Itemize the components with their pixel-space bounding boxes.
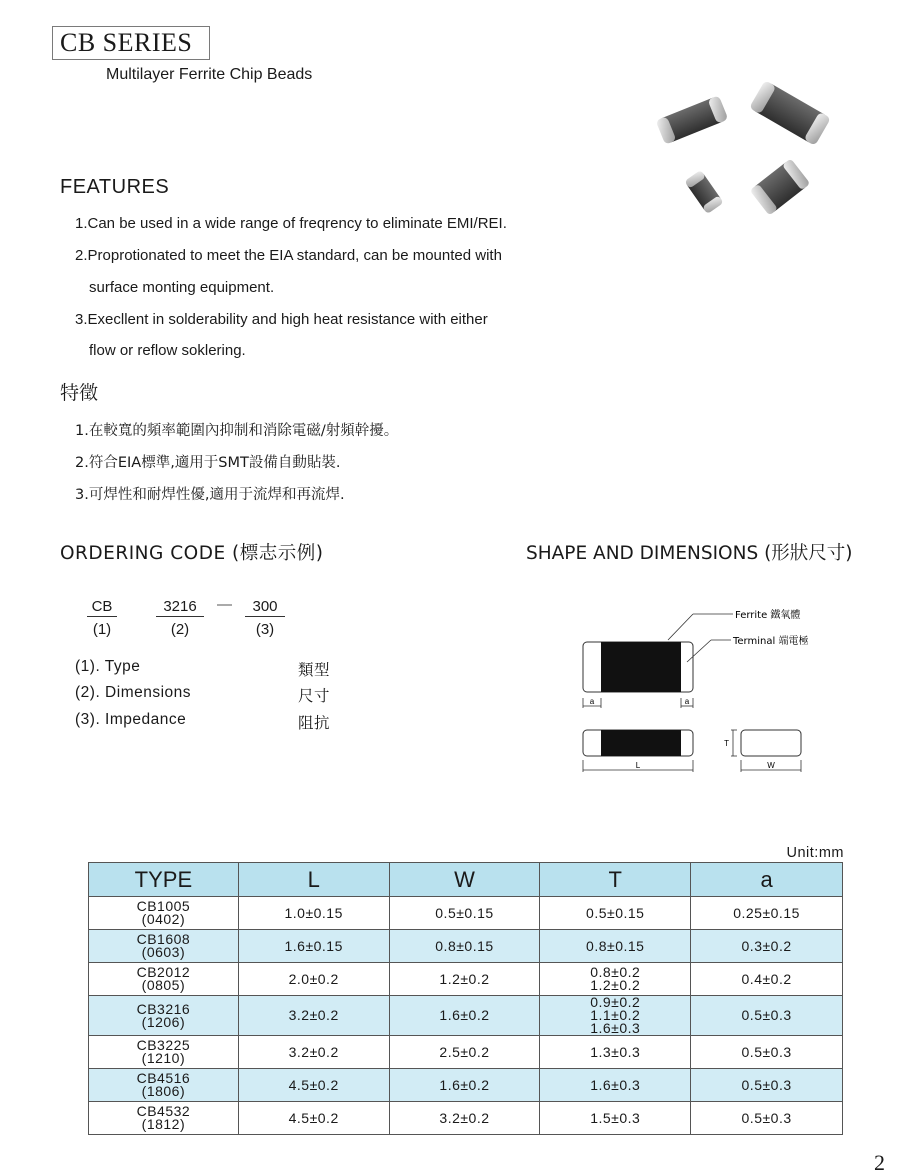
T-cell bbox=[540, 996, 691, 1036]
L-cell: 1.0±0.15 bbox=[238, 897, 389, 930]
code-part-1-index: (1) bbox=[92, 621, 112, 638]
code-part-1 bbox=[87, 598, 117, 639]
table-row bbox=[89, 1036, 843, 1069]
feature-item-2-cont: surface monting equipment. bbox=[89, 279, 275, 296]
legend-dimensions: (2). Dimensions bbox=[75, 684, 192, 701]
dim-a-left: a bbox=[589, 697, 595, 706]
dim-W: W bbox=[767, 761, 775, 770]
a-cell: 0.3±0.2 bbox=[691, 930, 843, 963]
type-code: (0603) bbox=[141, 944, 186, 960]
dimensions-table bbox=[88, 862, 843, 1135]
L-cell: 1.6±0.15 bbox=[238, 930, 389, 963]
unit-label: Unit:mm bbox=[786, 845, 844, 861]
type-cell bbox=[89, 963, 239, 996]
dim-T: T bbox=[724, 739, 729, 748]
L-cell: 4.5±0.2 bbox=[238, 1069, 389, 1102]
chip-beads-photo bbox=[650, 80, 840, 220]
code-dash: — bbox=[217, 596, 232, 613]
feature-item-2: 2.Proprotionated to meet the EIA standard, can be mounted with bbox=[75, 247, 502, 264]
table-row bbox=[89, 1102, 843, 1135]
type-code: (0805) bbox=[141, 977, 186, 993]
table-row bbox=[89, 930, 843, 963]
code-part-1-code: CB bbox=[87, 598, 117, 617]
code-part-2-code: 3216 bbox=[156, 598, 204, 617]
feature-item-3-cont: flow or reflow soklering. bbox=[89, 342, 246, 359]
chip-bead-2 bbox=[749, 80, 831, 146]
code-part-3 bbox=[245, 598, 285, 639]
type-name: CB4516 bbox=[136, 1070, 191, 1086]
feature-cn-item-2: 2.符合EIA標準,適用于SMT設備自動貼裝. bbox=[75, 455, 341, 471]
header-type: TYPE bbox=[89, 863, 239, 897]
type-cell bbox=[89, 930, 239, 963]
a-cell: 0.4±0.2 bbox=[691, 963, 843, 996]
T-cell: 1.3±0.3 bbox=[540, 1036, 691, 1069]
table-row bbox=[89, 897, 843, 930]
T-cell bbox=[540, 963, 691, 996]
type-name: CB4532 bbox=[136, 1103, 191, 1119]
W-cell: 0.8±0.15 bbox=[389, 930, 540, 963]
T-cell: 0.8±0.15 bbox=[540, 930, 691, 963]
type-name: CB2012 bbox=[136, 964, 191, 980]
terminal-label: Terminal 端電極 bbox=[733, 636, 809, 647]
feature-cn-item-1: 1.在較寬的頻率範圍內抑制和消除電磁/射頻幹擾。 bbox=[75, 423, 399, 439]
type-cell bbox=[89, 897, 239, 930]
a-cell: 0.5±0.3 bbox=[691, 1036, 843, 1069]
type-cell bbox=[89, 1069, 239, 1102]
a-cell: 0.5±0.3 bbox=[691, 996, 843, 1036]
T-value: 0.9±0.2 bbox=[590, 994, 641, 1010]
header-W: W bbox=[389, 863, 540, 897]
chip-bead-3 bbox=[684, 170, 723, 214]
W-cell: 2.5±0.2 bbox=[389, 1036, 540, 1069]
type-name: CB3225 bbox=[136, 1037, 191, 1053]
chip-bead-4 bbox=[750, 158, 811, 215]
table-row bbox=[89, 996, 843, 1036]
legend-impedance: (3). Impedance bbox=[75, 711, 187, 728]
a-cell: 0.25±0.15 bbox=[691, 897, 843, 930]
L-cell: 3.2±0.2 bbox=[238, 1036, 389, 1069]
ferrite-label: Ferrite 鐵氧體 bbox=[735, 610, 801, 621]
feature-item-3: 3.Execllent in solderability and high heat resistance with either bbox=[75, 311, 488, 328]
code-part-3-index: (3) bbox=[255, 621, 275, 638]
W-cell: 1.6±0.2 bbox=[389, 996, 540, 1036]
feature-item-1: 1.Can be used in a wide range of freqrency to eliminate EMI/REI. bbox=[75, 215, 507, 232]
table-row bbox=[89, 963, 843, 996]
type-name: CB1608 bbox=[136, 931, 191, 947]
features-cn-title: 特徵 bbox=[60, 382, 99, 404]
legend-type: (1). Type bbox=[75, 658, 141, 675]
header-L: L bbox=[238, 863, 389, 897]
L-cell: 4.5±0.2 bbox=[238, 1102, 389, 1135]
a-cell: 0.5±0.3 bbox=[691, 1069, 843, 1102]
legend-impedance-cn: 阻抗 bbox=[298, 714, 331, 732]
a-cell: 0.5±0.3 bbox=[691, 1102, 843, 1135]
header-a: a bbox=[691, 863, 843, 897]
type-code: (0402) bbox=[141, 911, 186, 927]
T-cell: 1.6±0.3 bbox=[540, 1069, 691, 1102]
code-part-2-index: (2) bbox=[170, 621, 190, 638]
page-number: 2 bbox=[874, 1150, 885, 1175]
W-cell: 1.2±0.2 bbox=[389, 963, 540, 996]
table-header-row bbox=[89, 863, 843, 897]
type-name: CB3216 bbox=[136, 1000, 191, 1017]
T-value: 0.8±0.2 bbox=[590, 964, 641, 980]
shape-title: SHAPE AND DIMENSIONS (形狀尺寸) bbox=[526, 543, 853, 564]
W-cell: 1.6±0.2 bbox=[389, 1069, 540, 1102]
T-cell: 1.5±0.3 bbox=[540, 1102, 691, 1135]
T-cell: 0.5±0.15 bbox=[540, 897, 691, 930]
T-value: 1.2±0.2 bbox=[590, 977, 641, 993]
W-cell: 3.2±0.2 bbox=[389, 1102, 540, 1135]
type-cell bbox=[89, 1102, 239, 1135]
series-subtitle: Multilayer Ferrite Chip Beads bbox=[106, 66, 313, 83]
table-row bbox=[89, 1069, 843, 1102]
features-title: FEATURES bbox=[60, 176, 170, 198]
T-value: 1.1±0.2 bbox=[590, 1007, 641, 1023]
W-cell: 0.5±0.15 bbox=[389, 897, 540, 930]
type-code: (1210) bbox=[141, 1050, 186, 1066]
feature-cn-item-3: 3.可焊性和耐焊性優,適用于流焊和再流焊. bbox=[75, 487, 345, 503]
type-name: CB1005 bbox=[136, 898, 191, 914]
type-code: (1206) bbox=[141, 1013, 186, 1030]
legend-dimensions-cn: 尺寸 bbox=[298, 687, 331, 705]
type-code: (1812) bbox=[141, 1116, 186, 1132]
legend-type-cn: 類型 bbox=[298, 661, 331, 679]
T-value: 1.6±0.3 bbox=[590, 1020, 641, 1036]
L-cell: 3.2±0.2 bbox=[238, 996, 389, 1036]
L-cell: 2.0±0.2 bbox=[238, 963, 389, 996]
type-code: (1806) bbox=[141, 1083, 186, 1099]
series-title: CB SERIES bbox=[52, 26, 210, 60]
code-part-3-code: 300 bbox=[245, 598, 285, 617]
chip-bead-1 bbox=[656, 95, 729, 145]
header-T: T bbox=[540, 863, 691, 897]
ordering-code-title: ORDERING CODE (標志示例) bbox=[60, 543, 324, 564]
dimension-diagram bbox=[575, 600, 835, 785]
code-part-2 bbox=[156, 598, 204, 639]
type-cell bbox=[89, 996, 239, 1036]
dim-L: L bbox=[635, 761, 641, 770]
type-cell bbox=[89, 1036, 239, 1069]
dim-a-right: a bbox=[684, 697, 690, 706]
